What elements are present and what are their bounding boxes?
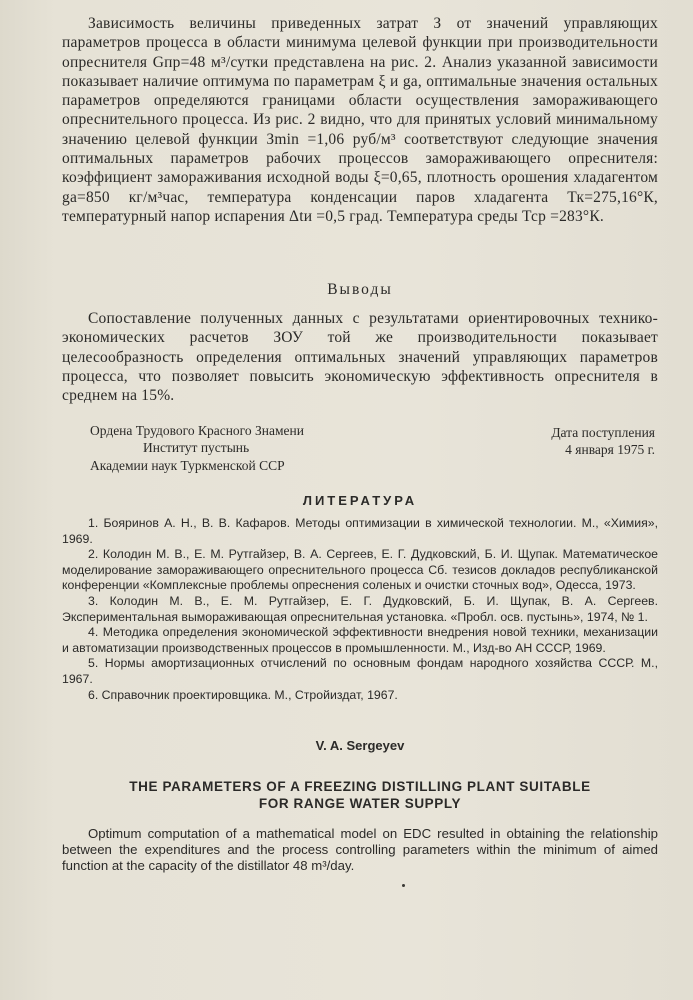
literature-heading: ЛИТЕРАТУРА — [302, 493, 418, 508]
english-title-line-2: FOR RANGE WATER SUPPLY — [258, 796, 462, 811]
reference-item: 6. Справочник проектировщика. М., Стройиздат, 1967. — [88, 687, 398, 702]
reference-item: 5. Нормы амортизационных отчислений по основным фондам народного хозяйства СССР. М., 1967. — [62, 656, 658, 686]
english-abstract: Optimum computation of a mathematical model on EDC resulted in obtaining the relationship between the expenditures and the process controlling parameters within the minimum of aimed function at the capacity of the distillator 48 m³/day. — [62, 826, 658, 873]
ink-speck — [402, 884, 405, 887]
affiliation-line-1: Ордена Трудового Красного Знамени — [90, 423, 304, 438]
reference-item: 1. Бояринов А. Н., В. В. Кафаров. Методы оптимизации в химической технологии. М., «Химия», 1969. — [62, 516, 658, 546]
conclusions-heading: Выводы — [327, 281, 393, 298]
reference-item: 4. Методика определения экономической эффективности внедрения новой техники, механизации и автоматизации производственных процессов в промышленности. М., Изд-во АН СССР, 1969. — [62, 625, 658, 655]
received-date: 4 января 1975 г. — [565, 442, 655, 457]
affiliation-line-2: Институт пустынь — [143, 440, 250, 455]
reference-item: 2. Колодин М. В., Е. М. Рутгайзер, В. А. Сергеев, Е. Г. Дудковский, Б. И. Щупак. Математическое моделирование замораживающего опреснительного процесса Сб. тезисов докладов республиканской конференции «Комплексные проблемы опреснения соленых и очистки сточных вод», Одесса, 1973. — [62, 547, 658, 593]
intro-paragraph: Зависимость величины приведенных затрат З от значений управляющих параметров процесса в области минимума целевой функции при производительности опреснителя Gпр=48 м³/сутки представлена на рис. 2. Анализ указанной зависимости показывает наличие оптимума по параметрам ξ и gа, оптимальные значения остальных параметров определяются границами области осуществления замораживающего опреснительного процесса. Из рис. 2 видно, что для принятых условий минимальному значению целевой функции Зmin =1,06 руб/м³ соответствуют следующие значения оптимальных параметров рабочих процессов замораживающего опреснителя: коэффициент замораживания исходной воды ξ=0,65, плотность орошения хладагентом gа=850 кг/м³час, температура конденсации паров хладагента Тк=275,16°К, температурный напор испарения Δtи =0,5 град. Температура среды Тср =283°К. — [62, 15, 658, 225]
english-author: V. A. Sergeyev — [315, 738, 405, 753]
english-title-line-1: THE PARAMETERS OF A FREEZING DISTILLING PLANT SUITABLE — [129, 779, 591, 794]
affiliation-line-3: Академии наук Туркменской ССР — [90, 458, 285, 473]
conclusions-paragraph: Сопоставление полученных данных с результатами ориентировочных технико-экономических расчетов ЗОУ той же производительности показывает целесообразность определения оптимальных значений управляющих параметров процесса, что позволяет повысить экономическую эффективность опреснителя в среднем на 15%. — [62, 310, 658, 405]
received-label: Дата поступления — [551, 425, 655, 440]
reference-item: 3. Колодин М. В., Е. М. Рутгайзер, Е. Г. Дудковский, Б. И. Щупак, В. А. Сергеев. Экспериментальная вымораживающая опреснительная установка. «Пробл. осв. пустынь», 1974, № 1. — [62, 593, 658, 624]
reference-list — [62, 516, 658, 703]
